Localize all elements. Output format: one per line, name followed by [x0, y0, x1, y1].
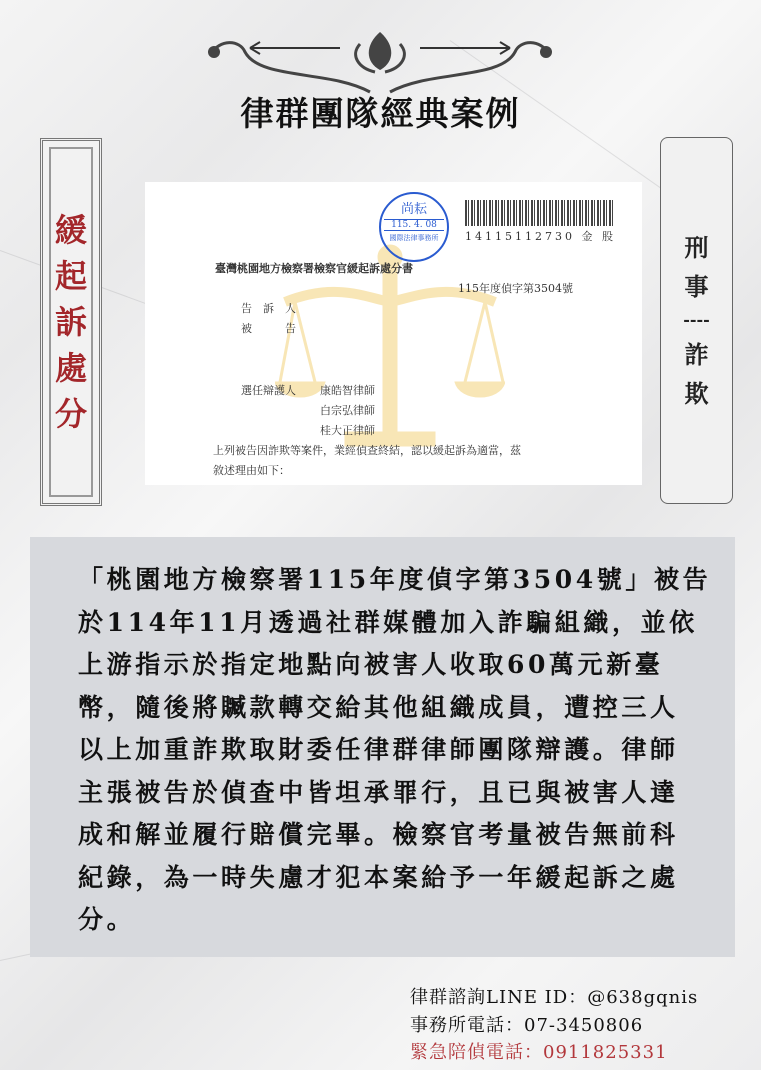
document-body: 敘述理由如下：	[213, 464, 290, 477]
document-body: 上列被告因詐欺等案件，業經偵查終結，認以緩起訴為適當，茲	[213, 444, 521, 457]
case-type-frame	[40, 138, 102, 506]
summary-line: 成和解並履行賠償完畢。檢察官考量被告無前科	[78, 820, 679, 849]
summary-line: 以上加重詐欺取財委任律群律師團隊辯護。律師	[78, 735, 679, 764]
counsel-name: 白宗弘律師	[320, 404, 375, 417]
summary-line: 幣，隨後將贓款轉交給其他組織成員，遭控三人	[78, 692, 679, 722]
complainant-label: 告 訴 人	[241, 302, 296, 315]
label-char: 處	[54, 349, 87, 387]
summary-line: 紀錄，為一時失慮才犯本案給予一年緩起訴之處	[78, 862, 679, 892]
line-id: 律群諮詢LINE ID：@638gqnis	[410, 987, 699, 1008]
received-stamp	[379, 192, 449, 262]
summary-line: 「桃園地方檢察署115年度偵字第3504號」被告	[78, 565, 712, 594]
summary-line: 上游指示於指定地點向被害人收取60萬元新臺	[78, 650, 664, 679]
page-title: 律群團隊經典案例	[240, 94, 521, 133]
counsel-name: 桂大正律師	[320, 424, 375, 437]
contact-info	[410, 984, 698, 1067]
barcode-number: 14115112730 金 股	[465, 230, 616, 243]
label-char: 訴	[54, 303, 87, 341]
document-heading: 臺灣桃園地方檢察署檢察官緩起訴處分書	[215, 262, 413, 275]
case-category-box	[660, 137, 733, 504]
document-image	[145, 182, 642, 485]
case-summary	[30, 537, 735, 957]
stamp-bottom: 國際法律事務所	[389, 234, 439, 242]
counsel-label: 選任辯護人	[241, 384, 296, 397]
label-char: 緩	[54, 211, 87, 249]
category-char: 詐	[684, 339, 709, 369]
label-char: 分	[54, 395, 87, 433]
category-char: 欺	[684, 379, 709, 409]
case-number: 115年度偵字第3504號	[458, 282, 573, 295]
category-char: 事	[684, 271, 709, 301]
summary-line: 主張被告於偵查中皆坦承罪行，且已與被害人達	[78, 777, 679, 807]
emergency-phone: 緊急陪偵電話：0911825331	[410, 1042, 668, 1063]
summary-line: 於114年11月透過社群媒體加入詐騙組織，並依	[78, 607, 698, 637]
category-divider: ----	[683, 310, 710, 330]
office-phone: 事務所電話：07-3450806	[410, 1014, 644, 1036]
defendant-label: 被 告	[241, 322, 296, 335]
stamp-date: 115. 4. 08	[384, 219, 444, 231]
category-char: 刑	[684, 232, 709, 262]
summary-line: 分。	[78, 905, 136, 934]
label-char: 起	[54, 257, 87, 295]
stamp-top: 尚耘	[400, 202, 427, 217]
counsel-name: 康皓智律師	[320, 384, 375, 397]
barcode	[465, 200, 615, 226]
